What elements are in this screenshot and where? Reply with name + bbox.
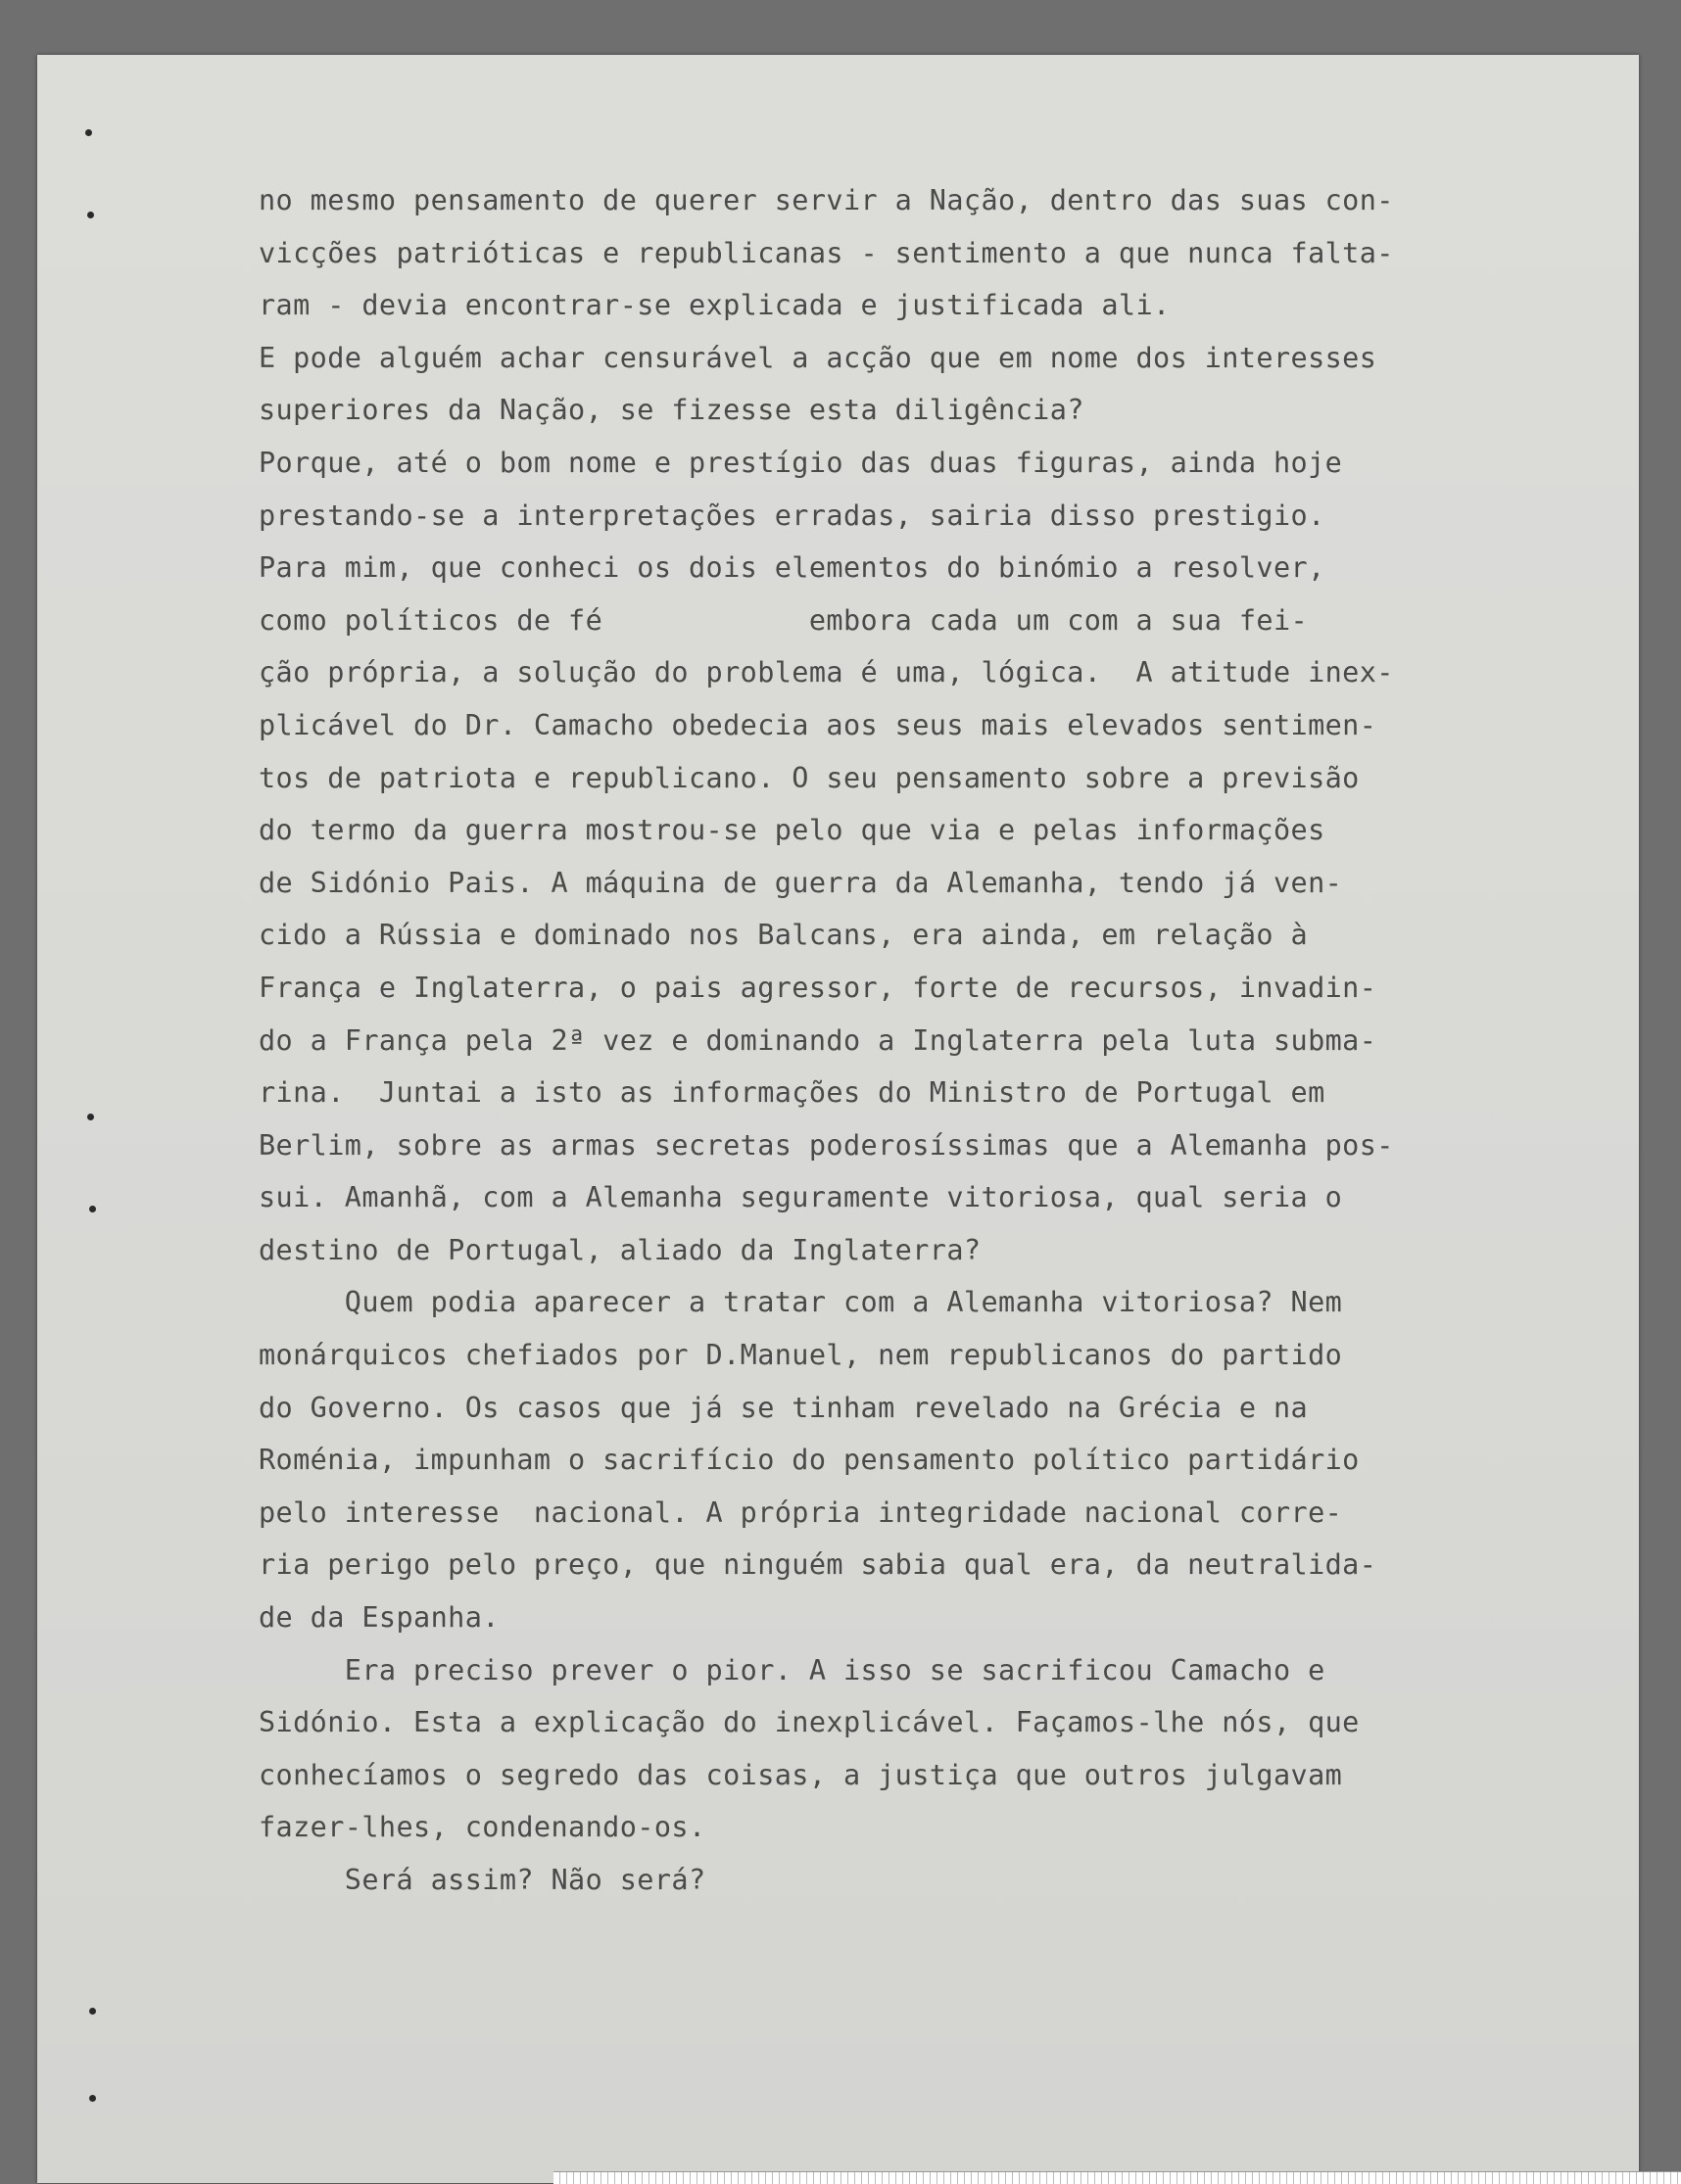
text-line: Será assim? Não será?: [259, 1864, 706, 1896]
scan-ruler-strip: [553, 2171, 1681, 2184]
text-line: tos de patriota e republicano. O seu pensamento sobre a previsão: [259, 761, 1360, 794]
text-line: ram - devia encontrar-se explicada e justificada ali.: [259, 289, 1171, 322]
text-line: Berlim, sobre as armas secretas poderosíssimas que a Alemanha pos-: [259, 1128, 1394, 1162]
text-line: vicções patrióticas e republicanas - sentimento a que nunca falta-: [259, 236, 1394, 269]
text-line: ria perigo pelo preço, que ninguém sabia qual era, da neutralida-: [259, 1548, 1377, 1582]
text-line: pelo interesse nacional. A própria integridade nacional corre-: [259, 1496, 1343, 1529]
typed-text-body: [259, 174, 1571, 1907]
text-line: conhecíamos o segredo das coisas, a justiça que outros julgavam: [259, 1758, 1343, 1791]
text-line: França e Inglaterra, o pais agressor, forte de recursos, invadin-: [259, 971, 1377, 1004]
text-line: do a França pela 2ª vez e dominando a Inglaterra pela luta subma-: [259, 1023, 1377, 1057]
text-line: plicável do Dr. Camacho obedecia aos seus mais elevados sentimen-: [259, 708, 1377, 741]
text-line: Quem podia aparecer a tratar com a Alemanha vitoriosa? Nem: [259, 1286, 1343, 1319]
text-line: de Sidónio Pais. A máquina de guerra da Alemanha, tendo já ven-: [259, 866, 1343, 899]
text-line: de da Espanha.: [259, 1601, 500, 1635]
text-line: do termo da guerra mostrou-se pelo que via e pelas informações: [259, 814, 1325, 847]
text-line: rina. Juntai a isto as informações do Ministro de Portugal em: [259, 1076, 1325, 1110]
text-line: do Governo. Os casos que já se tinham revelado na Grécia e na: [259, 1391, 1309, 1424]
punch-hole-5: [89, 2008, 96, 2015]
text-line: Era preciso prever o pior. A isso se sacrificou Camacho e: [259, 1653, 1325, 1686]
punch-hole-1: [85, 129, 92, 136]
text-line: monárquicos chefiados por D.Manuel, nem republicanos do partido: [259, 1339, 1343, 1372]
text-line: Sidónio. Esta a explicação do inexplicável. Façamos-lhe nós, que: [259, 1706, 1360, 1739]
text-line: E pode alguém achar censurável a acção que em nome dos interesses: [259, 341, 1377, 374]
punch-hole-4: [89, 1206, 96, 1212]
punch-hole-3: [87, 1114, 94, 1120]
text-line: destino de Portugal, aliado da Inglaterra?: [259, 1233, 982, 1266]
text-line: ção própria, a solução do problema é uma, lógica. A atitude inex-: [259, 656, 1394, 689]
text-line: Para mim, que conheci os dois elementos do binómio a resolver,: [259, 551, 1325, 585]
text-line: Porque, até o bom nome e prestígio das duas figuras, ainda hoje: [259, 446, 1343, 479]
text-line: prestando-se a interpretações erradas, sairia disso prestigio.: [259, 499, 1325, 532]
punch-hole-2: [87, 212, 94, 218]
text-line: sui. Amanhã, com a Alemanha seguramente vitoriosa, qual seria o: [259, 1181, 1343, 1214]
text-line: superiores da Nação, se fizesse esta diligência?: [259, 394, 1084, 427]
punch-hole-6: [89, 2095, 96, 2102]
document-sheet: [37, 55, 1639, 2183]
text-line: Roménia, impunham o sacrifício do pensamento político partidário: [259, 1444, 1360, 1477]
text-line: cido a Rússia e dominado nos Balcans, era ainda, em relação à: [259, 919, 1309, 952]
text-line: fazer-lhes, condenando-os.: [259, 1811, 706, 1844]
text-line: no mesmo pensamento de querer servir a Nação, dentro das suas con-: [259, 184, 1394, 216]
text-line: como políticos de fé embora cada um com a sua fei-: [259, 603, 1309, 637]
